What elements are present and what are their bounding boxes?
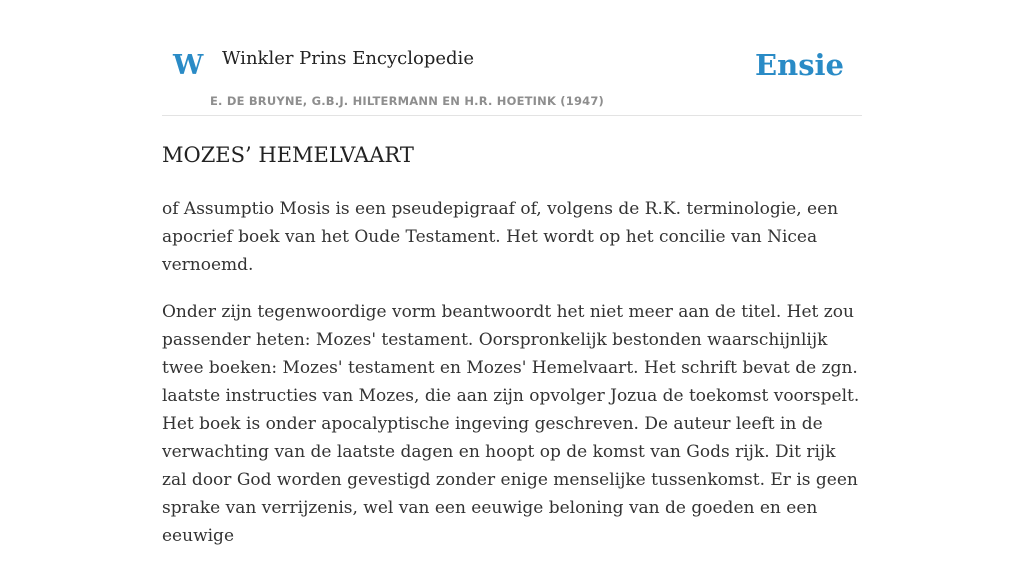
encyclopedia-authors: E. DE BRUYNE, G.B.J. HILTERMANN EN H.R. HOETINK (1947)	[210, 94, 605, 108]
encyclopedia-title: Winkler Prins Encyclopedie	[222, 48, 474, 69]
article-title: MOZES’ HEMELVAART	[162, 143, 414, 167]
ensie-brand-link[interactable]: Ensie	[755, 48, 844, 82]
article-paragraph-body: Onder zijn tegenwoordige vorm beantwoordt het niet meer aan de titel. Het zou passender heten: Mozes' testament. Oorspronkelijk bestonden waarschijnlijk twee boeken: Mozes' testament en Mozes' Hemelvaart. Het schrift bevat de zgn. laatste instructies van Mozes, die aan zijn opvolger Jozua de toekomst voorspelt. Het boek is onder apocalyptische ingeving geschreven. De auteur leeft in de verwachting van de laatste dagen en hoopt op de komst van Gods rijk. Dit rijk zal door God worden gevestigd zonder enige menselijke tussenkomst. Er is geen sprake van verrijzenis, wel van een eeuwige beloning van de goeden en een eeuwige	[162, 302, 860, 546]
winkler-prins-logo-link[interactable]: W	[173, 50, 204, 81]
site-header	[162, 30, 862, 116]
article	[162, 139, 862, 569]
article-paragraph-intro: of Assumptio Mosis is een pseudepigraaf of, volgens de R.K. terminologie, een apocrief boek van het Oude Testament. Het wordt op het concilie van Nicea vernoemd.	[162, 199, 839, 275]
